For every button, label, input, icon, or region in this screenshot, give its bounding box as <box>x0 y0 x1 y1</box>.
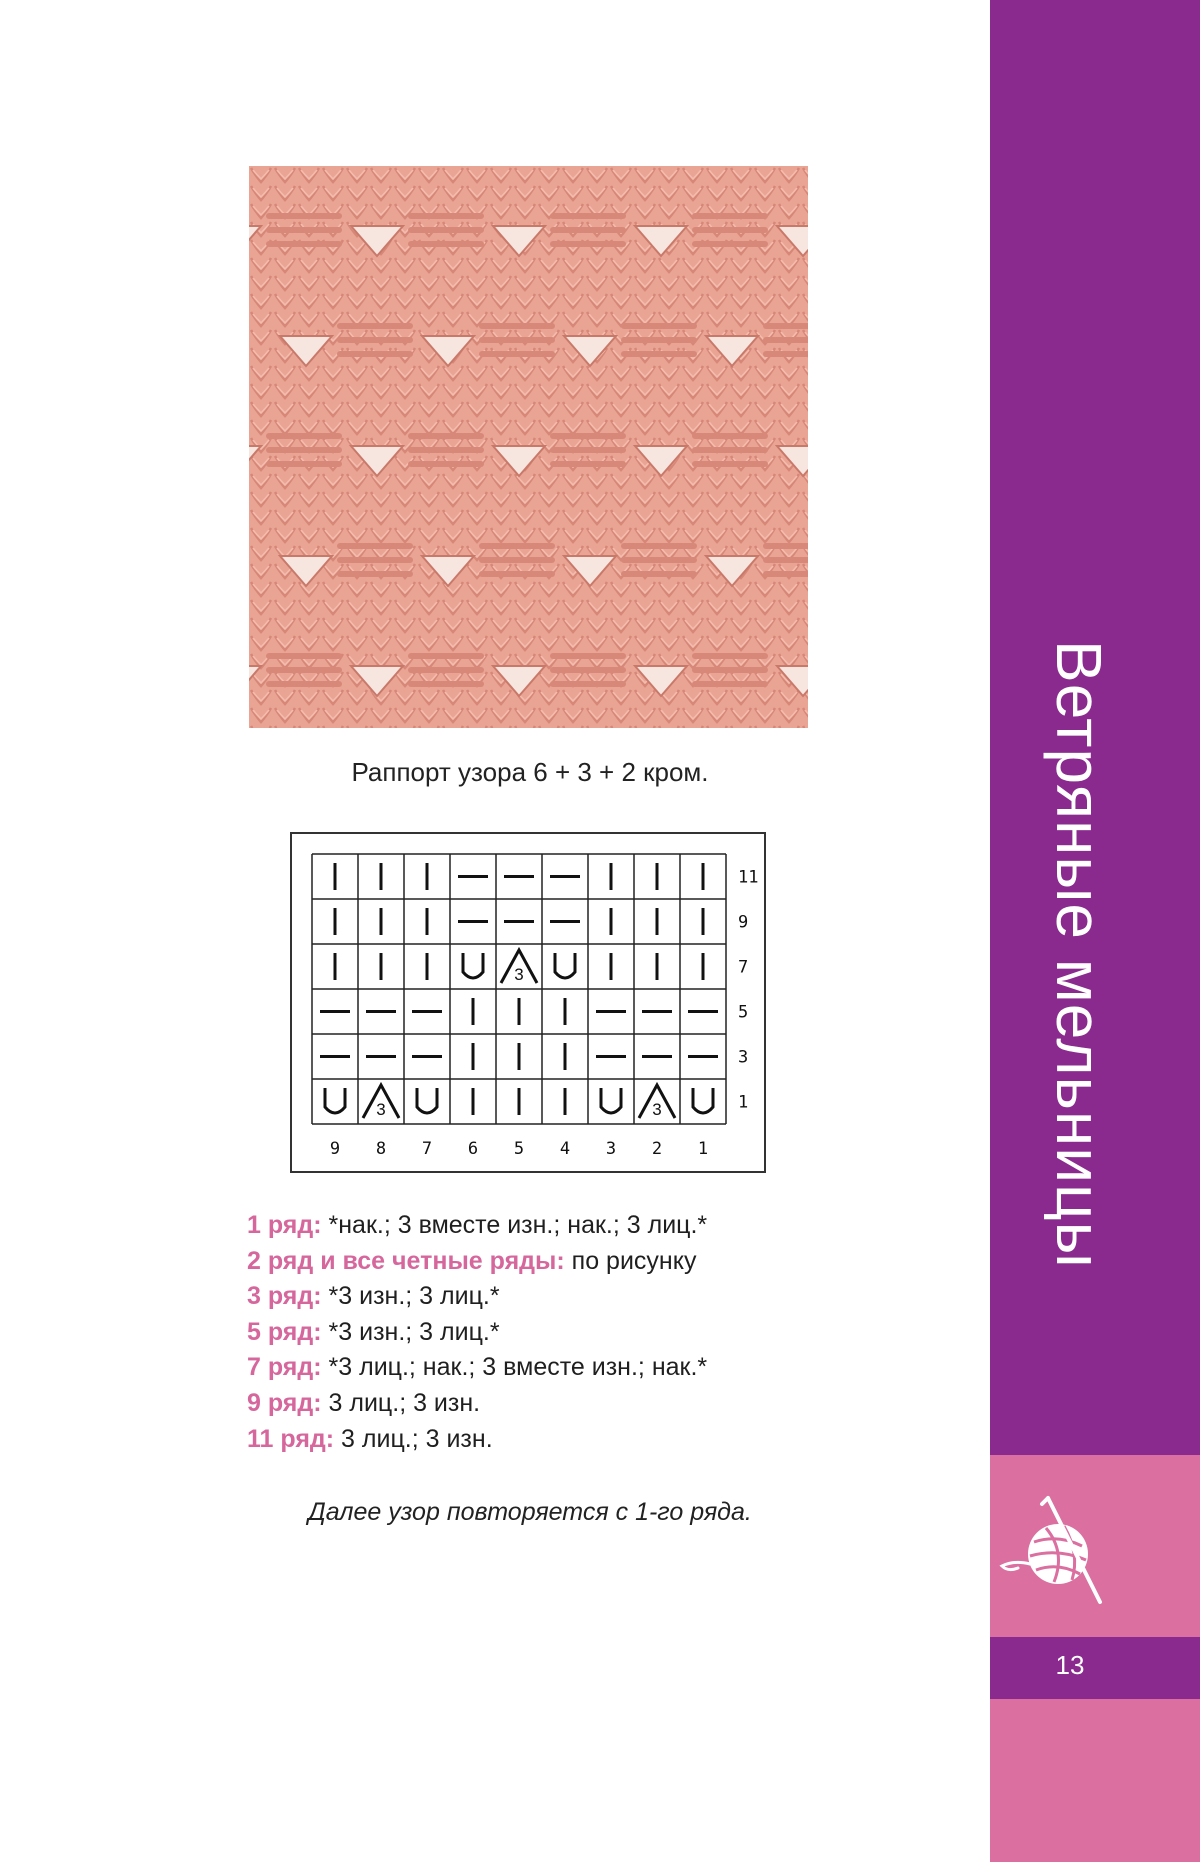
instruction-row-2 <box>247 1244 807 1280</box>
pattern-title: Ветряные мельницы <box>1043 640 1115 1269</box>
yarn-over-symbol <box>325 1088 345 1113</box>
row-text: по рисунку <box>564 1246 697 1275</box>
chart-column-number: 9 <box>329 1139 341 1159</box>
chart-column-number: 3 <box>605 1139 617 1159</box>
yarn-over-symbol <box>463 953 483 978</box>
chart-column-number: 1 <box>697 1139 709 1159</box>
chart-row-number: 1 <box>738 1092 749 1113</box>
knit-texture <box>249 166 808 728</box>
chart-column-number: 4 <box>559 1139 571 1159</box>
row-label: 7 ряд: <box>247 1353 322 1382</box>
yarn-over-symbol <box>555 953 575 978</box>
pattern-repeat-caption: Раппорт узора 6 + 3 + 2 кром. <box>351 757 709 787</box>
dec-count-label: 3 <box>376 1100 386 1119</box>
knitting-chart-grid <box>292 834 764 1171</box>
chart-column-number: 2 <box>651 1139 663 1159</box>
yarn-ball-crochet-hook-icon <box>996 1490 1116 1610</box>
row-text: *3 изн.; 3 лиц.* <box>321 1282 500 1311</box>
row-text: *3 изн.; 3 лиц.* <box>321 1317 500 1346</box>
chart-row-number: 7 <box>738 957 749 978</box>
instruction-row-11 <box>247 1422 807 1458</box>
row-label: 1 ряд: <box>247 1211 322 1239</box>
row-label: 11 ряд: <box>247 1424 335 1453</box>
knitting-chart <box>290 832 766 1173</box>
instruction-row-1 <box>247 1208 807 1244</box>
chart-column-number: 5 <box>513 1139 525 1159</box>
chart-row-number: 11 <box>738 867 759 888</box>
chart-column-number: 8 <box>375 1139 387 1159</box>
sidebar-bottom-block <box>990 1699 1200 1862</box>
row-instructions <box>247 1208 807 1457</box>
page-number: 13 <box>1055 1650 1085 1680</box>
chart-column-number: 6 <box>467 1139 479 1159</box>
chart-column-number: 7 <box>421 1139 433 1159</box>
chart-row-number: 9 <box>738 912 749 933</box>
row-text: 3 лиц.; 3 изн. <box>334 1424 493 1453</box>
row-text: 3 лиц.; 3 изн. <box>321 1388 481 1417</box>
yarn-over-symbol <box>417 1088 437 1113</box>
chart-row-number: 5 <box>738 1002 749 1023</box>
row-label: 3 ряд: <box>247 1282 322 1311</box>
row-text: *3 лиц.; нак.; 3 вместе изн.; нак.* <box>321 1353 708 1382</box>
knitting-swatch-photo <box>249 166 808 728</box>
dec-count-label: 3 <box>514 965 524 984</box>
row-label: 5 ряд: <box>247 1317 322 1346</box>
instruction-row-3 <box>247 1279 807 1315</box>
yarn-over-symbol <box>693 1088 713 1113</box>
row-text: *нак.; 3 вместе изн.; нак.; 3 лиц.* <box>321 1211 708 1239</box>
instruction-row-9 <box>247 1386 807 1422</box>
chart-row-number: 3 <box>738 1047 749 1068</box>
instruction-row-5 <box>247 1315 807 1351</box>
instruction-row-7 <box>247 1350 807 1386</box>
repeat-note: Далее узор повторяется с 1-го ряда. <box>308 1498 752 1526</box>
dec-count-label: 3 <box>652 1100 662 1119</box>
row-label: 9 ряд: <box>247 1388 322 1417</box>
row-label: 2 ряд и все четные ряды: <box>247 1246 565 1275</box>
yarn-over-symbol <box>601 1088 621 1113</box>
